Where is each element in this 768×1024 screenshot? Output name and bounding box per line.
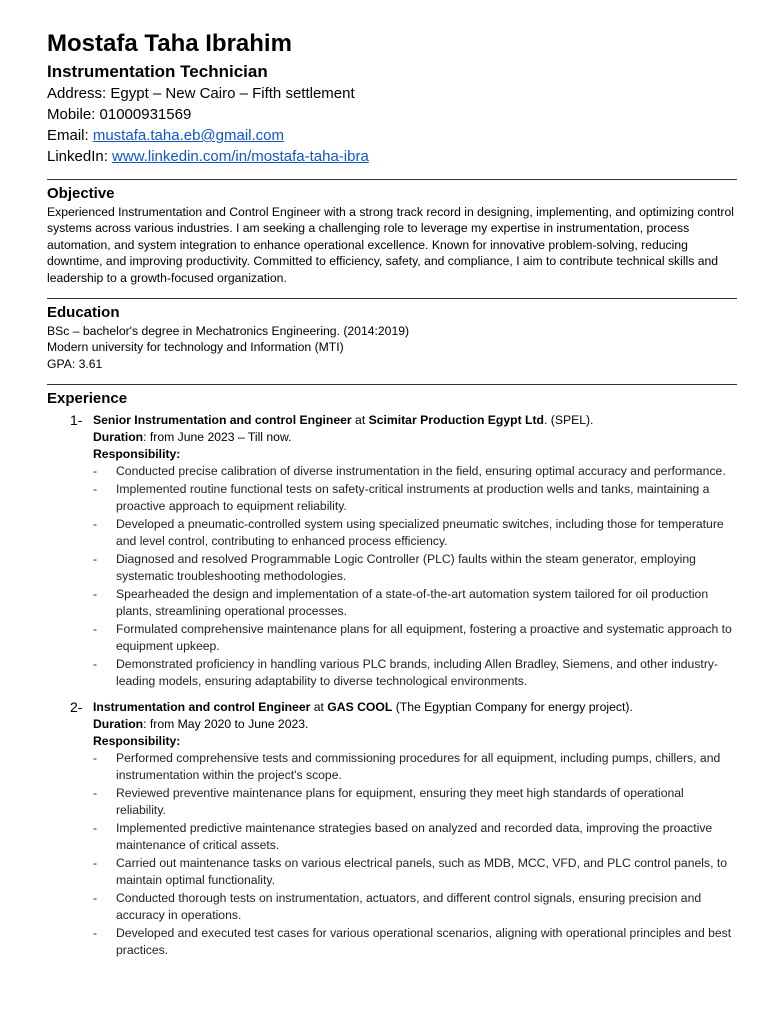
job-company-suffix: (The Egyptian Company for energy project). bbox=[392, 699, 633, 714]
list-item-text: Demonstrated proficiency in handling various PLC brands, including Allen Bradley, Siemens, and other industry-leading models, ensuring adaptability to diverse technological environments. bbox=[116, 656, 719, 689]
job-role: Senior Instrumentation and control Engineer bbox=[93, 413, 352, 428]
job-entry bbox=[47, 412, 737, 691]
job-number: 2- bbox=[70, 698, 83, 715]
list-item: - Performed comprehensive tests and commissioning procedures for all equipment, including pumps, chillers, and instrumentation within the project's scope. bbox=[93, 750, 721, 783]
duration-value: : from May 2020 to June 2023. bbox=[143, 716, 309, 731]
list-item: - Implemented routine functional tests on safety-critical instruments at production wells and tanks, maintaining a proactive approach to equipment reliability. bbox=[93, 481, 710, 514]
education-section bbox=[47, 298, 737, 372]
email-line bbox=[47, 125, 737, 146]
mobile-label: Mobile: bbox=[47, 106, 100, 123]
candidate-job-title: Instrumentation Technician bbox=[47, 62, 268, 81]
objective-heading: Objective bbox=[47, 185, 115, 202]
list-item-text: Implemented predictive maintenance strategies based on analyzed and recorded data, improving the proactive maintenance of critical assets. bbox=[116, 820, 713, 853]
address-line bbox=[47, 83, 737, 104]
address-value: Egypt – New Cairo – Fifth settlement bbox=[110, 85, 355, 102]
list-item-text: Conducted thorough tests on instrumentation, actuators, and different control signals, ensuring precision and accuracy in operations. bbox=[116, 890, 702, 923]
list-item: - Spearheaded the design and implementation of a state-of-the-art automation system tailored for oil production plants, streamlining operational processes. bbox=[93, 586, 709, 619]
responsibility-label: Responsibility: bbox=[93, 447, 181, 462]
list-item-text: Spearheaded the design and implementation of a state-of-the-art automation system tailored for oil production plants, streamlining operational processes. bbox=[116, 586, 709, 619]
experience-heading: Experience bbox=[47, 390, 128, 408]
list-item: - Developed and executed test cases for various operational scenarios, aligning with operational principles and best practices. bbox=[93, 925, 732, 958]
list-item-text: Implemented routine functional tests on safety-critical instruments at production wells and tanks, maintaining a proactive approach to equipment reliability. bbox=[116, 481, 710, 514]
job-number: 1- bbox=[70, 412, 83, 429]
job-role: Instrumentation and control Engineer bbox=[93, 699, 311, 714]
list-item-text: Developed and executed test cases for various operational scenarios, aligning with operational principles and best practices. bbox=[116, 925, 732, 958]
linkedin-link[interactable]: www.linkedin.com/in/mostafa-taha-ibra bbox=[112, 148, 369, 165]
list-item: - Reviewed preventive maintenance plans for equipment, ensuring they meet high standards of operational reliability. bbox=[93, 785, 684, 818]
list-item: - Developed a pneumatic-controlled system using specialized pneumatic switches, including those for temperature and level control, contributing to enhanced process efficiency. bbox=[93, 516, 724, 549]
responsibility-list bbox=[93, 750, 737, 960]
education-university: Modern university for technology and Information (MTI) bbox=[47, 340, 344, 355]
job-duration bbox=[93, 429, 737, 446]
duration-value: : from June 2023 – Till now. bbox=[143, 430, 292, 445]
list-item: - Diagnosed and resolved Programmable Logic Controller (PLC) faults within the steam generator, employing systematic troubleshooting methodologies. bbox=[93, 551, 696, 584]
duration-label: Duration bbox=[93, 716, 144, 731]
job-at: at bbox=[310, 699, 328, 714]
list-item: - Carried out maintenance tasks on various electrical panels, such as MDB, MCC, VFD, and PLC control panels, to maintain optimal functionality. bbox=[93, 855, 728, 888]
objective-text: Experienced Instrumentation and Control Engineer with a strong track record in designing, implementing, and optimizing control systems across various industries. I am seeking a challenging role to leverage my expertise in instrumentation, process automation, and system integration to enhance operational excellence. Known for innovative problem-solving, reducing downtime, and improving productivity. Committed to efficiency, safety, and compliance, I aim to contribute technical skills and leadership to a growth-focused organization. bbox=[47, 205, 734, 285]
email-label: Email: bbox=[47, 127, 93, 144]
list-item: - Implemented predictive maintenance strategies based on analyzed and recorded data, improving the proactive maintenance of critical assets. bbox=[93, 820, 713, 853]
list-item-text: Formulated comprehensive maintenance plans for all equipment, fostering a proactive and systematic approach to equipment upkeep. bbox=[116, 621, 732, 654]
list-item-text: Conducted precise calibration of diverse instrumentation in the field, ensuring optimal accuracy and performance. bbox=[116, 464, 726, 479]
job-company-suffix: . (SPEL). bbox=[543, 413, 594, 428]
responsibility-list bbox=[93, 463, 737, 691]
list-item: - Demonstrated proficiency in handling various PLC brands, including Allen Bradley, Siemens, and other industry-leading models, ensuring adaptability to diverse technological environments. bbox=[93, 656, 719, 689]
duration-label: Duration bbox=[93, 430, 144, 445]
email-link[interactable]: mustafa.taha.eb@gmail.com bbox=[92, 127, 284, 144]
address-label: Address: bbox=[47, 85, 111, 102]
job-company: GAS COOL bbox=[327, 699, 393, 714]
job-at: at bbox=[351, 413, 369, 428]
list-item: - Formulated comprehensive maintenance plans for all equipment, fostering a proactive and systematic approach to equipment upkeep. bbox=[93, 621, 732, 654]
mobile-value: 01000931569 bbox=[99, 106, 192, 123]
list-item: - Conducted thorough tests on instrumentation, actuators, and different control signals, ensuring precision and accuracy in operations. bbox=[93, 890, 702, 923]
list-item-text: Diagnosed and resolved Programmable Logic Controller (PLC) faults within the steam generator, employing systematic troubleshooting methodologies. bbox=[116, 551, 696, 584]
list-item-text: Performed comprehensive tests and commissioning procedures for all equipment, including pumps, chillers, and instrumentation within the project's scope. bbox=[116, 750, 721, 783]
education-gpa: GPA: 3.61 bbox=[47, 356, 103, 371]
list-item: - Conducted precise calibration of diverse instrumentation in the field, ensuring optimal accuracy and performance. bbox=[93, 464, 726, 479]
job-duration bbox=[93, 716, 737, 733]
linkedin-label: LinkedIn: bbox=[47, 148, 113, 165]
job-entry bbox=[47, 699, 737, 960]
list-item-text: Developed a pneumatic-controlled system using specialized pneumatic switches, including those for temperature and level control, contributing to enhanced process efficiency. bbox=[116, 516, 724, 549]
education-heading: Education bbox=[47, 304, 120, 322]
mobile-line bbox=[47, 104, 737, 125]
list-item-text: Carried out maintenance tasks on various electrical panels, such as MDB, MCC, VFD, and PLC control panels, to maintain optimal functionality. bbox=[116, 855, 728, 888]
linkedin-line bbox=[47, 146, 737, 167]
job-title-line bbox=[93, 699, 737, 716]
objective-section bbox=[47, 179, 737, 286]
resume-page bbox=[47, 28, 737, 960]
job-title-line bbox=[93, 412, 737, 429]
education-degree: BSc – bachelor's degree in Mechatronics Engineering. (2014:2019) bbox=[47, 324, 410, 339]
list-item-text: Reviewed preventive maintenance plans for equipment, ensuring they meet high standards of operational reliability. bbox=[116, 785, 684, 818]
job-company: Scimitar Production Egypt Ltd bbox=[368, 413, 544, 428]
candidate-name: Mostafa Taha Ibrahim bbox=[47, 30, 292, 57]
experience-section bbox=[47, 384, 737, 960]
responsibility-label: Responsibility: bbox=[93, 733, 181, 748]
